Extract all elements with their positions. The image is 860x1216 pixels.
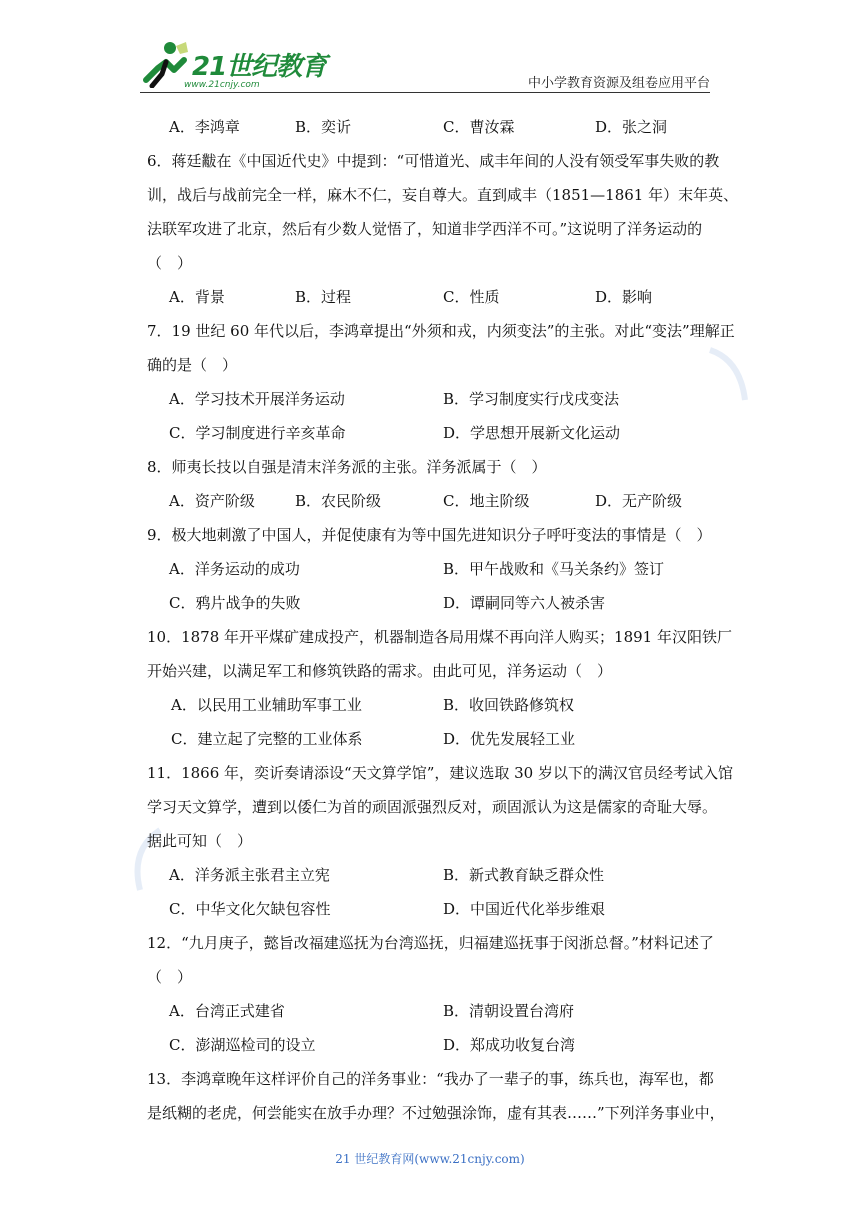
option-d[interactable]: D．谭嗣同等六人被杀害 — [443, 594, 606, 612]
q7-options — [147, 416, 717, 450]
question-11-text: 11．1866 年，奕䜣奏请添设“天文算学馆”，建议选取 30 岁以下的满汉官员经考试入馆 — [147, 764, 733, 782]
logo-url: www.21cnjy.com — [184, 80, 260, 90]
q8-options — [147, 484, 717, 518]
q9-options — [147, 552, 717, 586]
option-d[interactable]: D．学思想开展新文化运动 — [443, 424, 621, 442]
option-d[interactable]: D．中国近代化举步维艰 — [443, 900, 606, 918]
option-b[interactable]: B．清朝设置台湾府 — [443, 1002, 575, 1020]
page-footer[interactable]: 21 世纪教育网(www.21cnjy.com) — [335, 1152, 525, 1166]
option-a[interactable]: A．背景 — [169, 288, 225, 306]
question-10-text: 10．1878 年开平煤矿建成投产，机器制造各局用煤不再向洋人购买；1891 年汉阳铁厂 — [147, 628, 732, 646]
q10-options — [147, 722, 717, 756]
option-b[interactable]: B．农民阶级 — [295, 492, 382, 510]
option-a[interactable]: A．李鸿章 — [169, 118, 240, 136]
q7-options — [147, 382, 717, 416]
option-c[interactable]: C．地主阶级 — [443, 492, 530, 510]
option-b[interactable]: B．新式教育缺乏群众性 — [443, 866, 605, 884]
question-12-text: （ ） — [147, 968, 193, 986]
option-b[interactable]: B．甲午战败和《马关条约》签订 — [443, 560, 665, 578]
page-header — [0, 0, 860, 100]
question-content — [147, 110, 739, 1130]
option-b[interactable]: B．收回铁路修筑权 — [443, 696, 575, 714]
option-c[interactable]: C．学习制度进行辛亥革命 — [169, 424, 346, 442]
option-a[interactable]: A．台湾正式建省 — [169, 1002, 285, 1020]
option-d[interactable]: D．优先发展轻工业 — [443, 730, 576, 748]
question-8-text: 8．师夷长技以自强是清末洋务派的主张。洋务派属于（ ） — [147, 458, 547, 476]
q9-options — [147, 586, 717, 620]
question-7-text: 确的是（ ） — [147, 356, 238, 374]
option-c[interactable]: C．性质 — [443, 288, 500, 306]
q11-options — [147, 858, 717, 892]
question-13-text: 是纸糊的老虎，何尝能实在放手办理？不过勉强涂饰，虚有其表……”下列洋务事业中， — [147, 1104, 725, 1122]
option-d[interactable]: D．无产阶级 — [595, 492, 683, 510]
option-a[interactable]: A．学习技术开展洋务运动 — [169, 390, 345, 408]
option-b[interactable]: B．学习制度实行戊戌变法 — [443, 390, 620, 408]
option-a[interactable]: A．以民用工业辅助军事工业 — [171, 696, 362, 714]
option-c[interactable]: C．鸦片战争的失败 — [169, 594, 301, 612]
question-6-text: 法联军攻进了北京，然后有少数人觉悟了，知道非学西洋不可。”这说明了洋务运动的 — [147, 220, 703, 238]
option-a[interactable]: A．洋务派主张君主立宪 — [169, 866, 330, 884]
question-12-text: 12．“九月庚子，懿旨改福建巡抚为台湾巡抚，归福建巡抚事于闵浙总督。”材料记述了 — [147, 934, 714, 952]
option-c[interactable]: C．澎湖巡检司的设立 — [169, 1036, 316, 1054]
logo-text: 21世纪教育 — [192, 52, 327, 82]
q12-options — [147, 994, 717, 1028]
option-d[interactable]: D．影响 — [595, 288, 653, 306]
option-b[interactable]: B．过程 — [295, 288, 352, 306]
option-a[interactable]: A．洋务运动的成功 — [169, 560, 300, 578]
question-6-text: 6．蒋廷黻在《中国近代史》中提到：“可惜道光、咸丰年间的人没有领受军事失败的教 — [147, 152, 720, 170]
question-13-text: 13．李鸿章晚年这样评价自己的洋务事业：“我办了一辈子的事，练兵也，海军也，都 — [147, 1070, 714, 1088]
q12-options — [147, 1028, 717, 1062]
option-a[interactable]: A．资产阶级 — [169, 492, 255, 510]
site-logo[interactable] — [140, 40, 327, 96]
header-divider — [140, 92, 710, 93]
platform-name: 中小学教育资源及组卷应用平台 — [527, 76, 710, 91]
question-11-text: 据此可知（ ） — [147, 832, 253, 850]
question-10-text: 开始兴建，以满足军工和修筑铁路的需求。由此可见，洋务运动（ ） — [147, 662, 613, 680]
question-6-text: （ ） — [147, 254, 193, 272]
q6-options — [147, 280, 717, 314]
option-b[interactable]: B．奕䜣 — [295, 118, 352, 136]
option-d[interactable]: D．郑成功收复台湾 — [443, 1036, 576, 1054]
q5-options — [147, 110, 717, 144]
question-7-text: 7．19 世纪 60 年代以后，李鸿章提出“外须和戎，内须变法”的主张。对此“变法”理解正 — [147, 322, 735, 340]
option-c[interactable]: C．中华文化欠缺包容性 — [169, 900, 331, 918]
option-d[interactable]: D．张之洞 — [595, 118, 668, 136]
option-c[interactable]: C．曹汝霖 — [443, 118, 515, 136]
q11-options — [147, 892, 717, 926]
q10-options — [147, 688, 717, 722]
option-c[interactable]: C．建立起了完整的工业体系 — [171, 730, 363, 748]
question-9-text: 9．极大地刺激了中国人，并促使康有为等中国先进知识分子呼吁变法的事情是（ ） — [147, 526, 712, 544]
question-6-text: 训，战后与战前完全一样，麻木不仁，妄自尊大。直到咸丰（1851—1861 年）末年英、 — [147, 186, 739, 204]
question-11-text: 学习天文算学，遭到以倭仁为首的顽固派强烈反对，顽固派认为这是儒家的奇耻大辱。 — [147, 798, 718, 816]
